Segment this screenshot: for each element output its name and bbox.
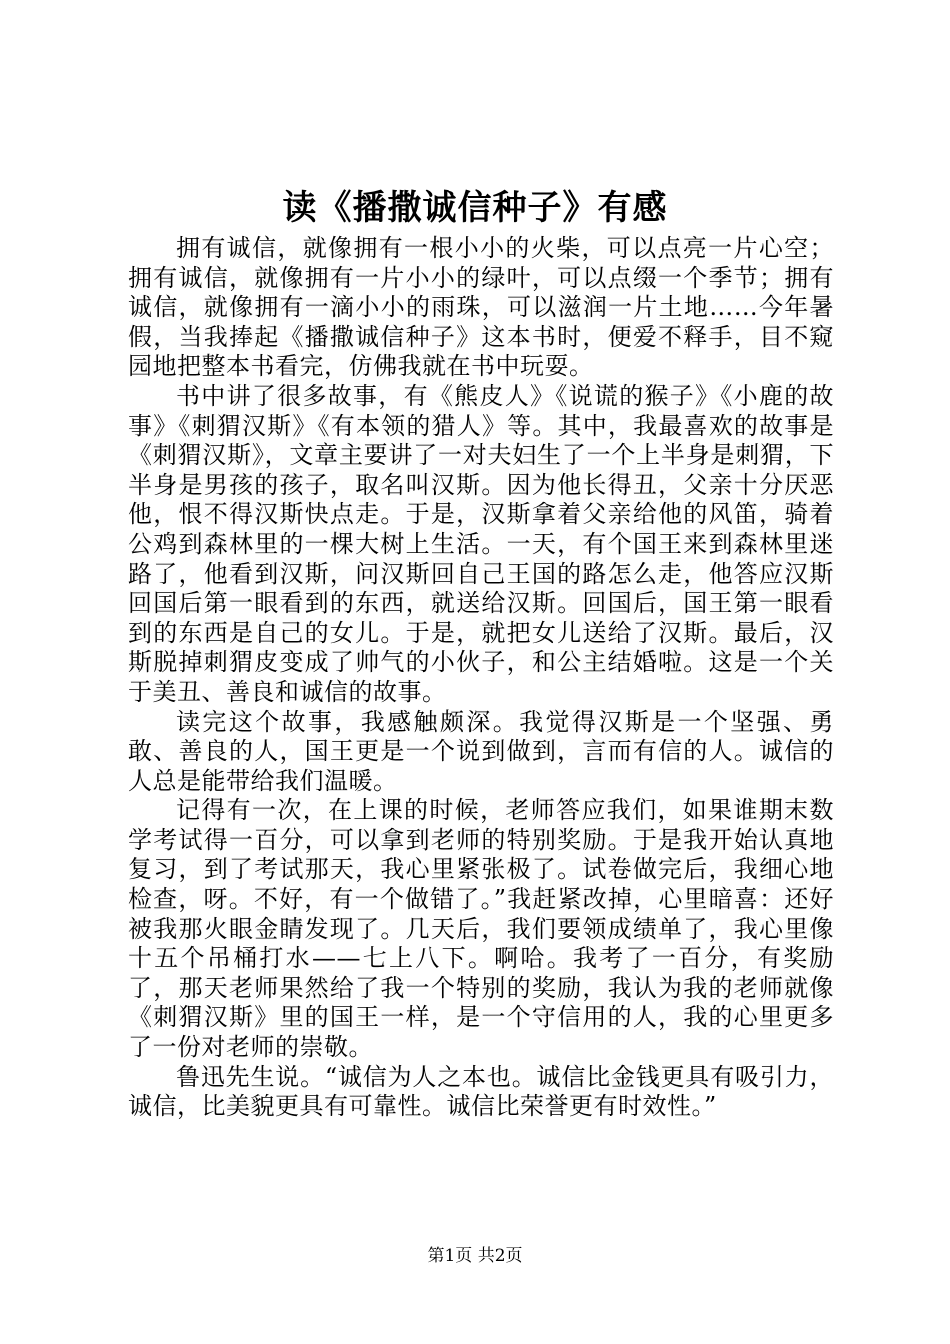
document-title: 读《播撒诚信种子》有感 — [282, 188, 668, 228]
page-number-footer: 第1页 共2页 — [427, 1246, 523, 1266]
paragraph-5: 鲁迅先生说。“诚信为人之本也。诚信比金钱更具有吸引力，诚信，比美貌更具有可靠性。诚信比荣誉更有时效性。” — [128, 1062, 834, 1121]
paragraph-4: 记得有一次，在上课的时候，老师答应我们，如果谁期末数学考试得一百分，可以拿到老师的特别奖励。于是我开始认真地复习，到了考试那天，我心里紧张极了。试卷做完后，我细心地检查，呀。不好，有一个做错了。”我赶紧改掉，心里暗喜：还好被我那火眼金睛发现了。几天后，我们要领成绩单了，我心里像十五个吊桶打水——七上八下。啊哈。我考了一百分，有奖励了，那天老师果然给了我一个特别的奖励，我认为我的老师就像《刺猬汉斯》里的国王一样，是一个守信用的人，我的心里更多了一份对老师的崇敬。 — [128, 796, 834, 1062]
paragraph-3: 读完这个故事，我感触颇深。我觉得汉斯是一个坚强、勇敢、善良的人，国王更是一个说到做到，言而有信的人。诚信的人总是能带给我们温暖。 — [128, 707, 834, 795]
paragraph-1: 拥有诚信，就像拥有一根小小的火柴，可以点亮一片心空；拥有诚信，就像拥有一片小小的绿叶，可以点缀一个季节；拥有诚信，就像拥有一滴小小的雨珠，可以滋润一片土地……今年暑假，当我捧起《播撒诚信种子》这本书时，便爱不释手，目不窥园地把整本书看完，仿佛我就在书中玩耍。 — [128, 234, 834, 381]
document-body — [128, 234, 834, 1122]
paragraph-2: 书中讲了很多故事，有《熊皮人》《说谎的猴子》《小鹿的故事》《刺猬汉斯》《有本领的猎人》等。其中，我最喜欢的故事是《刺猬汉斯》，文章主要讲了一对夫妇生了一个上半身是刺猬，下半身是男孩的孩子，取名叫汉斯。因为他长得丑，父亲十分厌恶他，恨不得汉斯快点走。于是，汉斯拿着父亲给他的风笛，骑着公鸡到森林里的一棵大树上生活。一天，有个国王来到森林里迷路了，他看到汉斯，问汉斯回自己王国的路怎么走，他答应汉斯回国后第一眼看到的东西，就送给汉斯。回国后，国王第一眼看到的东西是自己的女儿。于是，就把女儿送给了汉斯。最后，汉斯脱掉刺猬皮变成了帅气的小伙子，和公主结婚啦。这是一个关于美丑、善良和诚信的故事。 — [128, 381, 834, 706]
